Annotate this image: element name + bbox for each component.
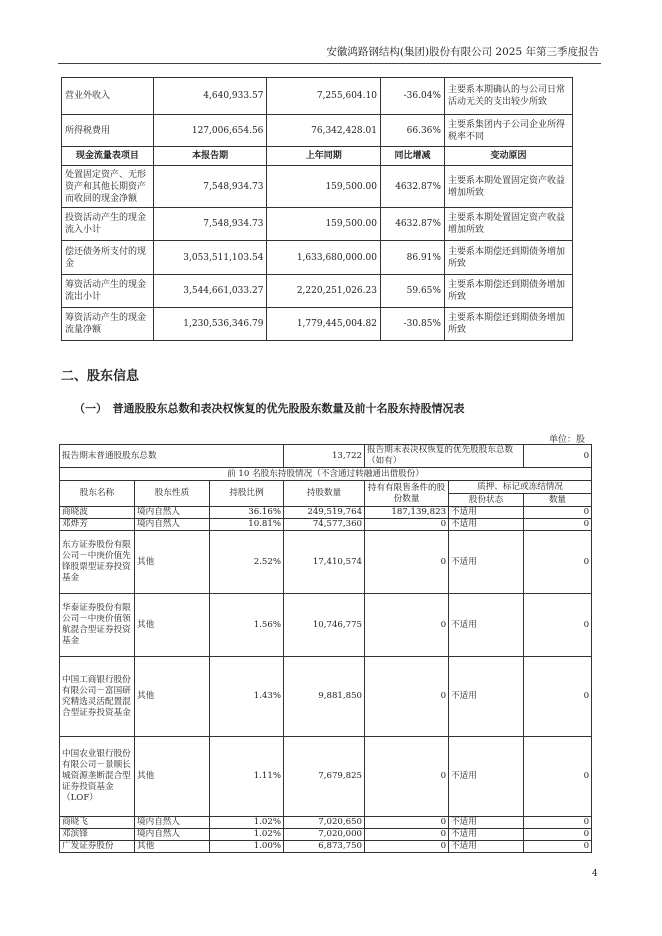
prior-cell: 1,633,680,000.00 bbox=[267, 241, 381, 275]
table-row bbox=[60, 657, 592, 737]
page-number: 4 bbox=[592, 869, 598, 879]
ratio-cell: 36.16% bbox=[210, 507, 284, 519]
summary-row bbox=[60, 445, 592, 468]
nature-cell: 境内自然人 bbox=[135, 519, 210, 531]
item-cell: 营业外收入 bbox=[62, 78, 154, 115]
change-cell: -36.04% bbox=[380, 78, 444, 115]
name-cell: 邓烨芳 bbox=[60, 519, 135, 531]
summary-value-1: 13,722 bbox=[284, 445, 365, 468]
prior-cell: 1,779,445,004.82 bbox=[267, 308, 381, 341]
qty-cell: 9,881,850 bbox=[284, 657, 365, 737]
ratio-cell: 1.11% bbox=[210, 737, 284, 817]
count-cell: 0 bbox=[524, 829, 592, 841]
reason-cell: 主要系集团内子公司企业所得税率不同 bbox=[444, 115, 572, 147]
status-cell: 不适用 bbox=[449, 519, 524, 531]
table-row bbox=[60, 737, 592, 817]
item-cell: 所得税费用 bbox=[62, 115, 154, 147]
nature-cell: 其他 bbox=[135, 841, 210, 853]
status-cell: 不适用 bbox=[449, 657, 524, 737]
prior-cell: 76,342,428.01 bbox=[267, 115, 381, 147]
name-cell: 中国工商银行股份有限公司－富国研究精选灵活配置混合型证券投资基金 bbox=[60, 657, 135, 737]
restricted-cell: 0 bbox=[365, 737, 449, 817]
status-cell: 不适用 bbox=[449, 841, 524, 853]
change-cell: 4632.87% bbox=[380, 166, 444, 208]
page-header bbox=[58, 44, 601, 64]
restricted-cell: 0 bbox=[365, 531, 449, 594]
restricted-cell: 0 bbox=[365, 841, 449, 853]
reason-cell: 主要系本期处置固定资产收益增加所致 bbox=[444, 208, 572, 241]
name-cell: 广发证券股份 bbox=[60, 841, 135, 853]
current-cell: 3,053,511,103.54 bbox=[153, 241, 267, 275]
name-cell: 邓滨锋 bbox=[60, 829, 135, 841]
status-cell: 不适用 bbox=[449, 531, 524, 594]
header-count: 数量 bbox=[524, 494, 592, 507]
subsection-heading: （一） 普通股股东总数和表决权恢复的优先股股东数量及前十名股东持股情况表 bbox=[74, 402, 465, 415]
qty-cell: 74,577,360 bbox=[284, 519, 365, 531]
nature-cell: 境内自然人 bbox=[135, 829, 210, 841]
nature-cell: 其他 bbox=[135, 657, 210, 737]
prior-cell: 159,500.00 bbox=[267, 208, 381, 241]
item-cell: 处置固定资产、无形资产和其他长期资产而收回的现金净额 bbox=[62, 166, 154, 208]
item-cell: 投资活动产生的现金流入小计 bbox=[62, 208, 154, 241]
item-cell: 筹资活动产生的现金流出小计 bbox=[62, 275, 154, 308]
prior-cell: 159,500.00 bbox=[267, 166, 381, 208]
qty-cell: 7,679,825 bbox=[284, 737, 365, 817]
qty-cell: 6,873,750 bbox=[284, 841, 365, 853]
nature-cell: 其他 bbox=[135, 594, 210, 657]
ratio-cell: 2.52% bbox=[210, 531, 284, 594]
header-reason: 变动原因 bbox=[444, 147, 572, 166]
header-restricted: 持有有限售条件的股份数量 bbox=[365, 481, 449, 507]
change-cell: 66.36% bbox=[380, 115, 444, 147]
section-heading: 二、股东信息 bbox=[61, 369, 140, 384]
header-qty: 持股数量 bbox=[284, 481, 365, 507]
table-row bbox=[60, 841, 592, 853]
status-cell: 不适用 bbox=[449, 594, 524, 657]
shareholders-table bbox=[59, 444, 592, 853]
restricted-cell: 0 bbox=[365, 594, 449, 657]
prior-cell: 7,255,604.10 bbox=[267, 78, 381, 115]
status-cell: 不适用 bbox=[449, 507, 524, 519]
reason-cell: 主要系本期处置固定资产收益增加所致 bbox=[444, 166, 572, 208]
count-cell: 0 bbox=[524, 594, 592, 657]
summary-label-2: 报告期末表决权恢复的优先股股东总数（如有） bbox=[365, 445, 524, 468]
count-cell: 0 bbox=[524, 531, 592, 594]
current-cell: 1,230,536,346.79 bbox=[153, 308, 267, 341]
nature-cell: 其他 bbox=[135, 531, 210, 594]
count-cell: 0 bbox=[524, 657, 592, 737]
table-row bbox=[62, 115, 573, 147]
restricted-cell: 0 bbox=[365, 519, 449, 531]
reason-cell: 主要系本期偿还到期债务增加所致 bbox=[444, 275, 572, 308]
prior-cell: 2,220,251,026.23 bbox=[267, 275, 381, 308]
header-ratio: 持股比例 bbox=[210, 481, 284, 507]
table-row bbox=[62, 78, 573, 115]
qty-cell: 17,410,574 bbox=[284, 531, 365, 594]
header-name: 股东名称 bbox=[60, 481, 135, 507]
qty-cell: 7,020,650 bbox=[284, 817, 365, 829]
header-pledge: 质押、标记或冻结情况 bbox=[449, 481, 592, 494]
table-row bbox=[60, 829, 592, 841]
status-cell: 不适用 bbox=[449, 737, 524, 817]
restricted-cell: 0 bbox=[365, 657, 449, 737]
header-change: 同比增减 bbox=[380, 147, 444, 166]
table-row bbox=[60, 817, 592, 829]
qty-cell: 10,746,775 bbox=[284, 594, 365, 657]
restricted-cell: 187,139,823 bbox=[365, 507, 449, 519]
table-row bbox=[60, 519, 592, 531]
reason-cell: 主要系本期确认的与公司日常活动无关的支出较少所致 bbox=[444, 78, 572, 115]
cashflow-changes-table bbox=[61, 77, 573, 341]
ratio-cell: 1.43% bbox=[210, 657, 284, 737]
status-cell: 不适用 bbox=[449, 817, 524, 829]
table-row bbox=[62, 241, 573, 275]
summary-label-1: 报告期末普通股股东总数 bbox=[60, 445, 284, 468]
nature-cell: 境内自然人 bbox=[135, 817, 210, 829]
header-nature: 股东性质 bbox=[135, 481, 210, 507]
current-cell: 3,544,661,033.27 bbox=[153, 275, 267, 308]
ratio-cell: 1.02% bbox=[210, 829, 284, 841]
current-cell: 4,640,933.57 bbox=[153, 78, 267, 115]
summary-value-2: 0 bbox=[524, 445, 592, 468]
count-cell: 0 bbox=[524, 507, 592, 519]
count-cell: 0 bbox=[524, 841, 592, 853]
table-row bbox=[60, 507, 592, 519]
qty-cell: 7,020,000 bbox=[284, 829, 365, 841]
count-cell: 0 bbox=[524, 519, 592, 531]
ratio-cell: 1.02% bbox=[210, 817, 284, 829]
status-cell: 不适用 bbox=[449, 829, 524, 841]
header-item: 现金流量表项目 bbox=[62, 147, 154, 166]
name-cell: 商晓飞 bbox=[60, 817, 135, 829]
current-cell: 127,006,654.56 bbox=[153, 115, 267, 147]
ratio-cell: 1.00% bbox=[210, 841, 284, 853]
count-cell: 0 bbox=[524, 817, 592, 829]
reason-cell: 主要系本期偿还到期债务增加所致 bbox=[444, 241, 572, 275]
unit-label: 单位：股 bbox=[549, 435, 586, 445]
change-cell: 86.91% bbox=[380, 241, 444, 275]
name-cell: 华泰证券股份有限公司－中庚价值领航混合型证券投资基金 bbox=[60, 594, 135, 657]
name-cell: 东方证券股份有限公司－中庚价值先锋股票型证券投资基金 bbox=[60, 531, 135, 594]
table-row bbox=[60, 594, 592, 657]
table-row bbox=[62, 166, 573, 208]
header-prior: 上年同期 bbox=[267, 147, 381, 166]
subtitle-row bbox=[60, 468, 592, 481]
table-row bbox=[62, 308, 573, 341]
header-status: 股份状态 bbox=[449, 494, 524, 507]
change-cell: -30.85% bbox=[380, 308, 444, 341]
nature-cell: 其他 bbox=[135, 737, 210, 817]
ratio-cell: 10.81% bbox=[210, 519, 284, 531]
report-title: 安徽鸿路钢结构(集团)股份有限公司 2025 年第三季度报告 bbox=[326, 46, 599, 58]
count-cell: 0 bbox=[524, 737, 592, 817]
header-current: 本报告期 bbox=[153, 147, 267, 166]
name-cell: 商晓波 bbox=[60, 507, 135, 519]
item-cell: 偿还债务所支付的现金 bbox=[62, 241, 154, 275]
name-cell: 中国农业银行股份有限公司－景顺长城资源垄断混合型证券投资基金（LOF） bbox=[60, 737, 135, 817]
item-cell: 筹资活动产生的现金流量净额 bbox=[62, 308, 154, 341]
qty-cell: 249,519,764 bbox=[284, 507, 365, 519]
table-header-row bbox=[62, 147, 573, 166]
current-cell: 7,548,934.73 bbox=[153, 208, 267, 241]
table-row bbox=[62, 275, 573, 308]
change-cell: 4632.87% bbox=[380, 208, 444, 241]
restricted-cell: 0 bbox=[365, 829, 449, 841]
current-cell: 7,548,934.73 bbox=[153, 166, 267, 208]
ratio-cell: 1.56% bbox=[210, 594, 284, 657]
table-row bbox=[60, 531, 592, 594]
nature-cell: 境内自然人 bbox=[135, 507, 210, 519]
restricted-cell: 0 bbox=[365, 817, 449, 829]
table-subtitle: 前 10 名股东持股情况（不含通过转融通出借股份） bbox=[60, 468, 592, 481]
reason-cell: 主要系本期偿还到期债务增加所致 bbox=[444, 308, 572, 341]
change-cell: 59.65% bbox=[380, 275, 444, 308]
header-row bbox=[60, 481, 592, 494]
table-row bbox=[62, 208, 573, 241]
